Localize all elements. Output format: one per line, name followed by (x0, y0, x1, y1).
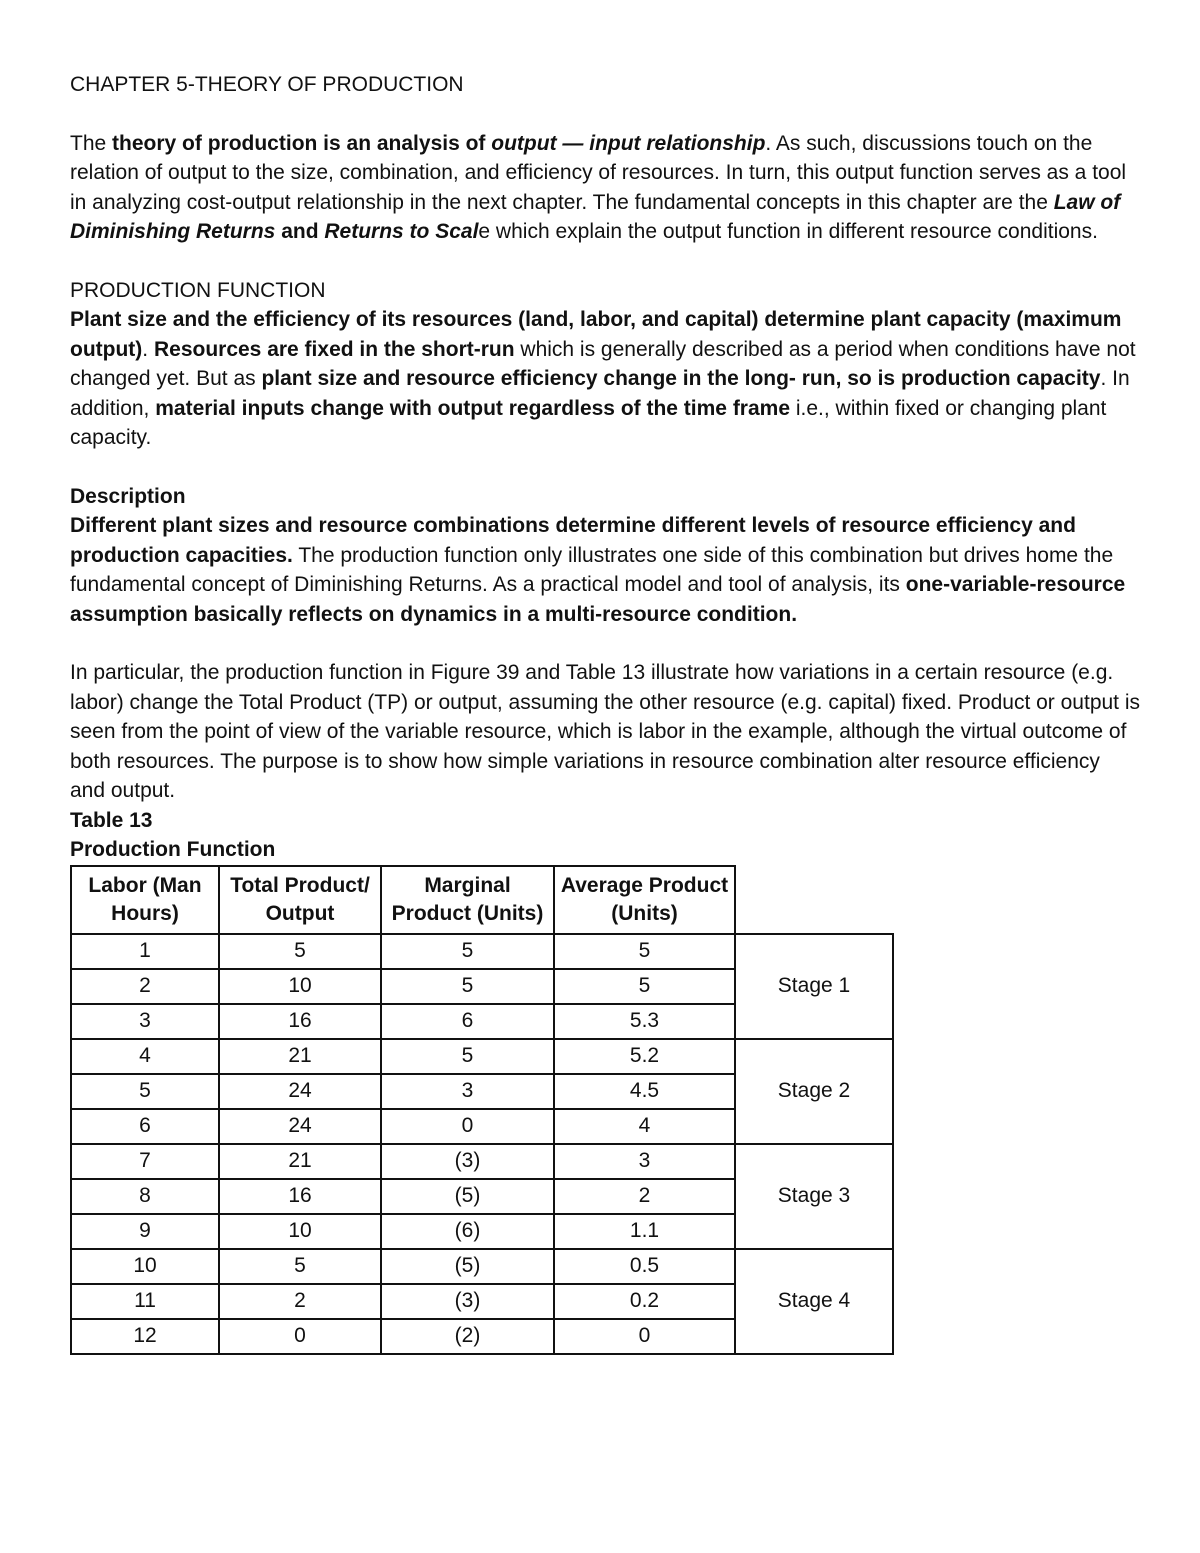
pf-text-2: which is generally described as a period when conditions have not changed yet. But as (70, 337, 1136, 390)
pf-bold-3: plant size and resource efficiency change in the long- run, so is production capacity (261, 367, 1101, 390)
cell-total-product: 5 (219, 1249, 381, 1284)
cell-marginal-product: (5) (381, 1249, 554, 1284)
table-title (70, 835, 1140, 865)
intro-text-1: The (70, 131, 113, 155)
cell-marginal-product: (3) (381, 1284, 554, 1319)
pf-bold-2: Resources are fixed in the short-run (153, 337, 515, 361)
table-label-text: Table 13 (70, 808, 153, 832)
cell-marginal-product: 5 (381, 969, 554, 1004)
cell-total-product: 21 (219, 1039, 381, 1074)
table-row (71, 1039, 893, 1074)
table-row (71, 1144, 893, 1179)
desc-bold-2: one-variable-resource assumption basically reflects on dynamics in a multi-resource condition. (70, 573, 1126, 626)
cell-marginal-product: 0 (381, 1109, 554, 1144)
desc-bold-1: Different plant sizes and resource combinations determine different levels of resource efficiency and production capacities. (70, 514, 1076, 567)
cell-labor: 12 (71, 1319, 219, 1354)
particular-paragraph: In particular, the production function in Figure 39 and Table 13 illustrate how variations in a certain resource (e.g. labor) change the Total Product (TP) or output, assuming the other resource (e.g. capital) fixed. Product or output is seen from the point of view of the variable resource, which is labor in the example, although the virtual outcome of both resources. The purpose is to show how simple variations in resource combination alter resource efficiency and output. (70, 661, 1141, 802)
stage-label: Stage 3 (735, 1144, 893, 1249)
table-row (71, 1249, 893, 1284)
production-function-heading: PRODUCTION FUNCTION (70, 278, 326, 302)
cell-total-product: 16 (219, 1179, 381, 1214)
cell-average-product: 0 (554, 1319, 735, 1354)
cell-labor: 4 (71, 1039, 219, 1074)
cell-labor: 9 (71, 1214, 219, 1249)
cell-average-product: 4 (554, 1109, 735, 1144)
intro-paragraph (70, 129, 1140, 247)
cell-marginal-product: (6) (381, 1214, 554, 1249)
cell-labor: 11 (71, 1284, 219, 1319)
pf-bold-1: Plant size and the efficiency of its resources (land, labor, and capital) determine plant capacity (maximum output) (70, 308, 1122, 361)
cell-labor: 7 (71, 1144, 219, 1179)
stage-label: Stage 2 (735, 1039, 893, 1144)
cell-labor: 6 (71, 1109, 219, 1144)
table-header-row (71, 866, 893, 934)
cell-marginal-product: (2) (381, 1319, 554, 1354)
cell-marginal-product: (3) (381, 1144, 554, 1179)
cell-labor: 10 (71, 1249, 219, 1284)
cell-average-product: 0.2 (554, 1284, 735, 1319)
cell-total-product: 0 (219, 1319, 381, 1354)
production-function-paragraph (70, 305, 1140, 453)
header-marginal-product: Marginal Product (Units) (381, 866, 554, 934)
description-paragraph (70, 511, 1140, 629)
cell-average-product: 1.1 (554, 1214, 735, 1249)
cell-marginal-product: 3 (381, 1074, 554, 1109)
cell-average-product: 5 (554, 969, 735, 1004)
production-function-table (70, 865, 894, 1355)
intro-bold-1: theory of production is an analysis of (112, 131, 492, 155)
cell-labor: 8 (71, 1179, 219, 1214)
cell-marginal-product: 5 (381, 1039, 554, 1074)
header-labor: Labor (Man Hours) (71, 866, 219, 934)
pf-bold-4: material inputs change with output regardless of the time frame (155, 396, 791, 420)
cell-total-product: 24 (219, 1074, 381, 1109)
intro-bold-2: and (275, 220, 325, 243)
cell-marginal-product: 5 (381, 934, 554, 969)
stage-label: Stage 1 (735, 934, 893, 1039)
cell-labor: 1 (71, 934, 219, 969)
cell-labor: 3 (71, 1004, 219, 1039)
pf-text-3: . In addition, (70, 367, 1130, 420)
cell-average-product: 2 (554, 1179, 735, 1214)
pf-text-4: i.e., within fixed or changing plant capacity. (70, 396, 1107, 449)
cell-average-product: 4.5 (554, 1074, 735, 1109)
cell-total-product: 10 (219, 1214, 381, 1249)
cell-average-product: 5.3 (554, 1004, 735, 1039)
desc-text-1: The production function only illustrates one side of this combination but drives home the fundamental concept of Diminishing Returns. As a practical model and tool of analysis, its (70, 543, 1114, 596)
table-row (71, 934, 893, 969)
cell-average-product: 3 (554, 1144, 735, 1179)
header-average-product: Average Product (Units) (554, 866, 735, 934)
description-heading-text: Description (70, 484, 186, 508)
cell-total-product: 24 (219, 1109, 381, 1144)
document-page (70, 70, 1140, 1355)
table-title-text: Production Function (70, 838, 276, 861)
description-heading (70, 482, 1140, 512)
intro-bold-italic-2: Law of Diminishing Returns (70, 190, 1121, 243)
intro-bold-italic-1: output — input relationship (491, 131, 766, 155)
cell-total-product: 16 (219, 1004, 381, 1039)
intro-bold-italic-3: Returns to Scal (324, 220, 479, 243)
cell-total-product: 2 (219, 1284, 381, 1319)
cell-total-product: 5 (219, 934, 381, 969)
cell-labor: 5 (71, 1074, 219, 1109)
pf-text-1: . (142, 337, 154, 361)
cell-total-product: 10 (219, 969, 381, 1004)
cell-average-product: 0.5 (554, 1249, 735, 1284)
chapter-title: CHAPTER 5-THEORY OF PRODUCTION (70, 73, 464, 96)
intro-text-3: e which explain the output function in different resource conditions. (478, 220, 1098, 243)
cell-marginal-product: 6 (381, 1004, 554, 1039)
intro-text-2: . As such, discussions touch on the relation of output to the size, combination, and efficiency of resources. In turn, this output function serves as a tool in analyzing cost-output relationship in the next chapter. The fundamental concepts in this chapter are the (70, 131, 1127, 214)
cell-labor: 2 (71, 969, 219, 1004)
cell-marginal-product: (5) (381, 1179, 554, 1214)
header-total-product: Total Product/ Output (219, 866, 381, 934)
header-stage-blank (735, 866, 893, 934)
table-label (70, 806, 1140, 836)
cell-average-product: 5.2 (554, 1039, 735, 1074)
cell-average-product: 5 (554, 934, 735, 969)
stage-label: Stage 4 (735, 1249, 893, 1354)
cell-total-product: 21 (219, 1144, 381, 1179)
